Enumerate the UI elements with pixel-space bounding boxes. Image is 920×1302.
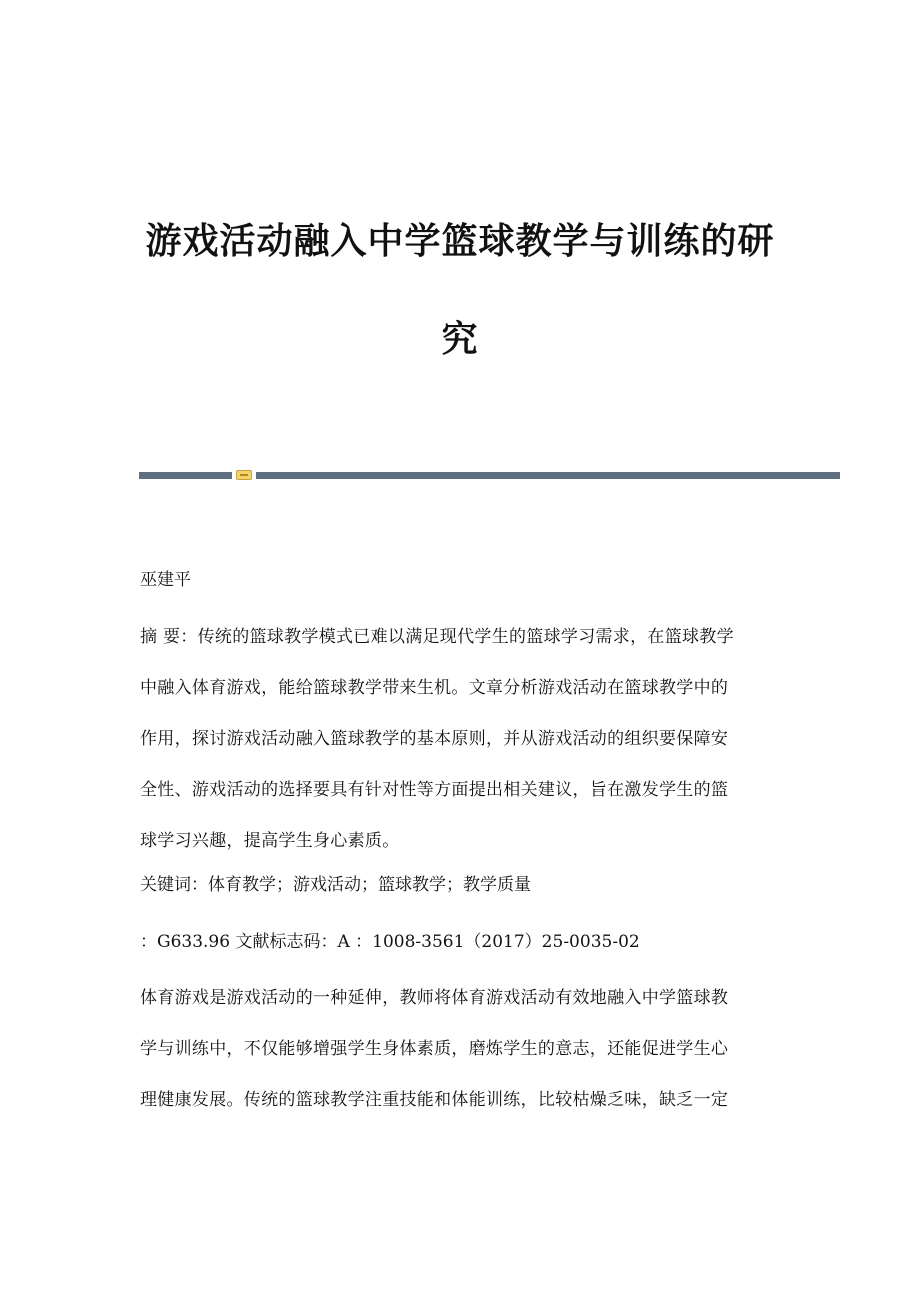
abstract: [140, 627, 790, 882]
abstract-line: 全性、游戏活动的选择要具有针对性等方面提出相关建议，旨在激发学生的篮: [140, 780, 729, 800]
title-divider: [139, 470, 840, 480]
document-title-line-1: 游戏活动融入中学篮球教学与训练的研: [145, 221, 775, 262]
abstract-label: 摘 要：: [140, 627, 198, 647]
body-paragraph: [140, 988, 790, 1141]
body-line: 体育游戏是游戏活动的一种延伸，教师将体育游戏活动有效地融入中学篮球教: [140, 988, 729, 1008]
divider-bar-left: [139, 472, 232, 479]
keywords: 关键词：体育教学；游戏活动；篮球教学；教学质量: [140, 875, 531, 895]
abstract-line: 球学习兴趣，提高学生身心素质。: [140, 831, 400, 851]
body-line: 理健康发展。传统的篮球教学注重技能和体能训练，比较枯燥乏味，缺乏一定: [140, 1090, 729, 1110]
body-line: 学与训练中，不仅能够增强学生身体素质，磨炼学生的意志，还能促进学生心: [140, 1039, 729, 1059]
author-name: 巫建平: [140, 570, 191, 590]
divider-bar-right: [256, 472, 840, 479]
abstract-line: 中融入体育游戏，能给篮球教学带来生机。文章分析游戏活动在篮球教学中的: [140, 678, 729, 698]
classification-info: ：G633.96 文献标志码：A ：1008-3561（2017）25-0035-02: [140, 932, 640, 952]
document-title-line-2: 究: [441, 319, 479, 360]
abstract-line: 摘 要：传统的篮球教学模式已难以满足现代学生的篮球学习需求，在篮球教学: [140, 627, 734, 647]
abstract-line: 作用，探讨游戏活动融入篮球教学的基本原则，并从游戏活动的组织要保障安: [140, 729, 729, 749]
envelope-icon: [236, 470, 252, 480]
